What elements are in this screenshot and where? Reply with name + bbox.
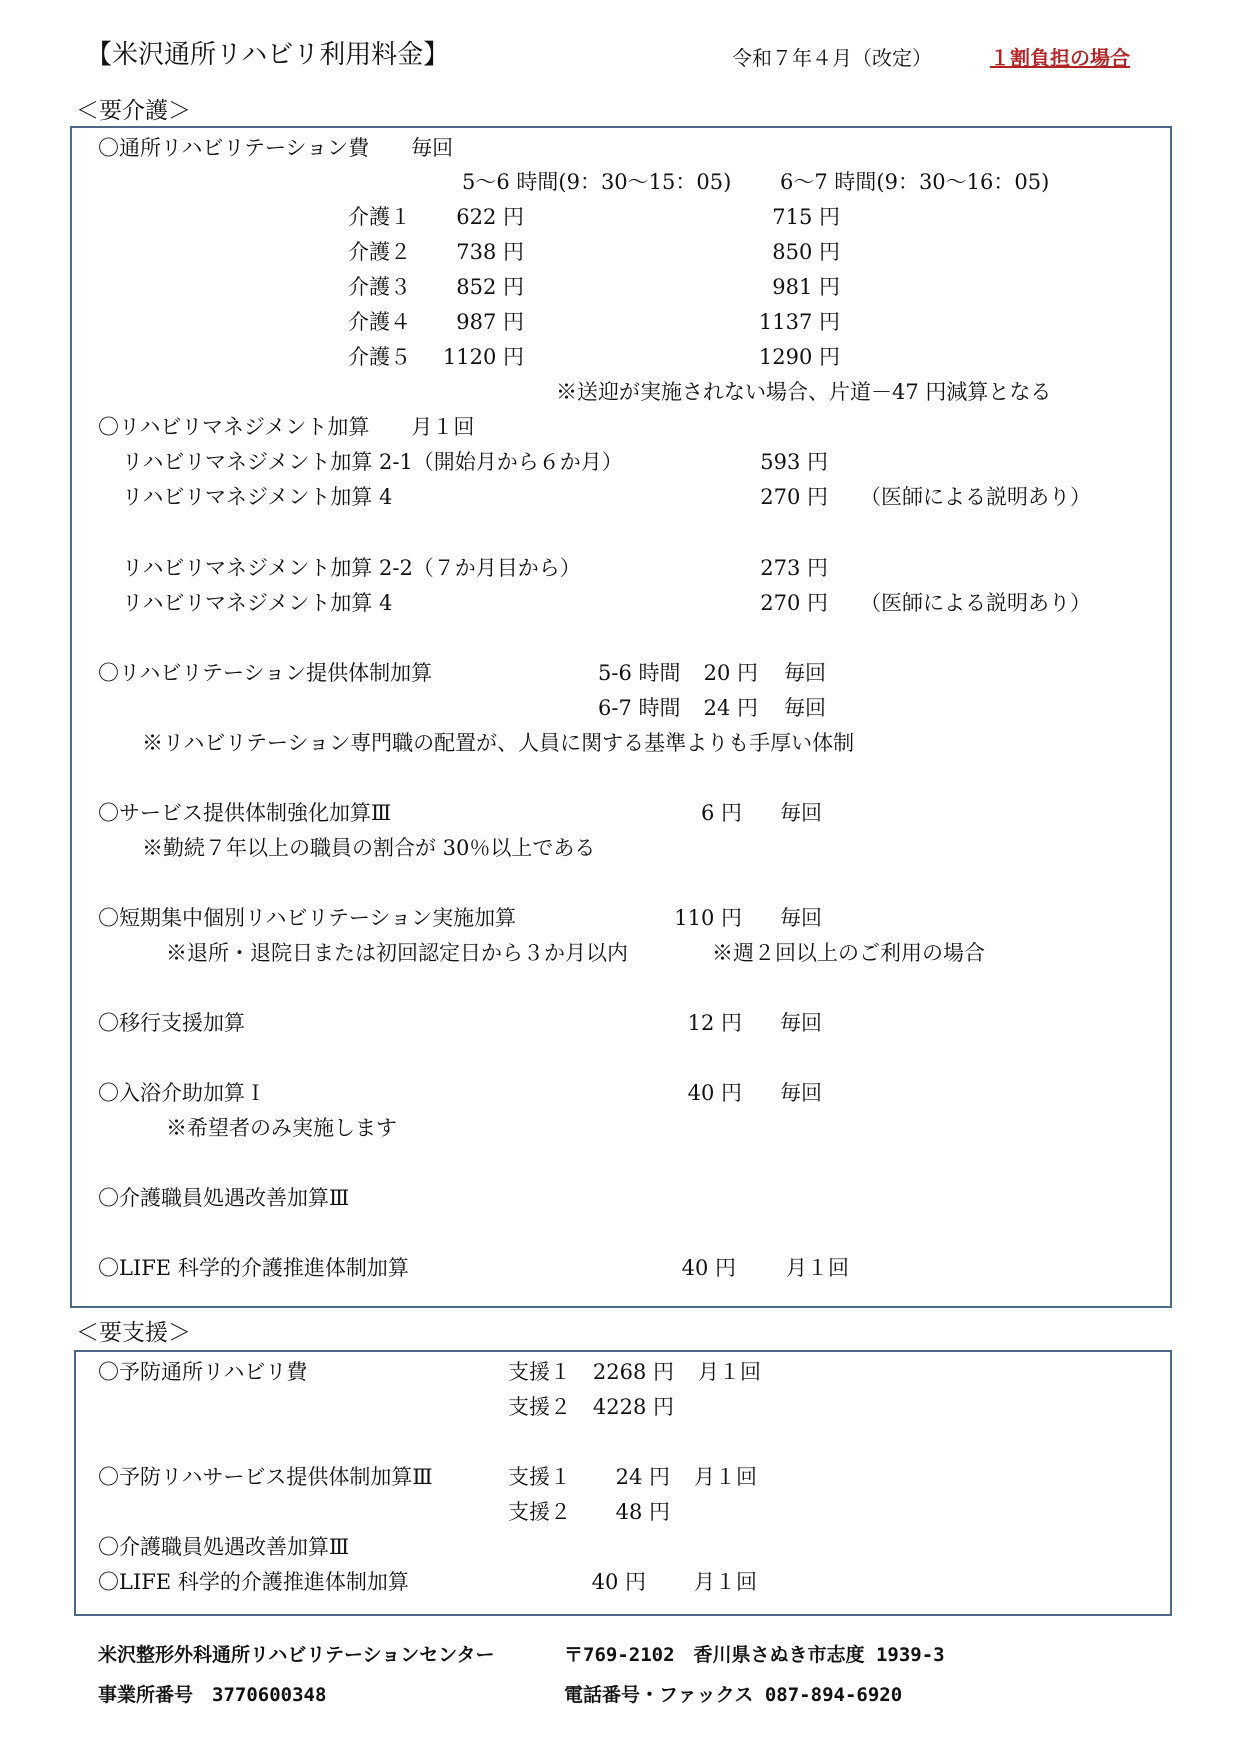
provision-fee: 24 円	[703, 696, 758, 720]
care-level-fee-long: 850 円	[772, 240, 840, 264]
burden-note: １割負担の場合	[990, 46, 1130, 70]
bath-freq: 毎回	[780, 1081, 822, 1105]
support-treatment-label: 〇介護職員処遇改善加算Ⅲ	[98, 1535, 350, 1559]
mgmt-row-fee: 593 円	[760, 450, 828, 474]
bath-fee: 40 円	[687, 1081, 742, 1105]
revision-date: 令和７年４月（改定）	[732, 46, 932, 70]
care-level-fee-long: 715 円	[772, 205, 840, 229]
office-number: 事業所番号 3770600348	[98, 1684, 327, 1706]
mgmt-row-fee: 273 円	[760, 556, 828, 580]
short-term-freq: 毎回	[780, 906, 822, 930]
bath-note: ※希望者のみ実施します	[166, 1116, 397, 1140]
rehab-col2-header: 6～7 時間(9：30～16：05)	[780, 170, 1050, 194]
care-level-fee-long: 1290 円	[758, 345, 840, 369]
provision-freq: 毎回	[784, 661, 826, 685]
transition-fee: 12 円	[687, 1011, 742, 1035]
provision-freq: 毎回	[784, 696, 826, 720]
support-life-label: 〇LIFE 科学的介護推進体制加算	[98, 1570, 409, 1594]
provision-note: ※リハビリテーション専門職の配置が、人員に関する基準よりも手厚い体制	[142, 731, 855, 755]
prev-rehab-label: 〇予防通所リハビリ費	[98, 1360, 308, 1384]
prev-rehab-fee: 2268 円	[592, 1360, 674, 1384]
care-level-name: 介護３	[348, 275, 411, 299]
mgmt-row-fee: 270 円	[760, 591, 828, 615]
transport-note: ※送迎が実施されない場合、片道－47 円減算となる	[556, 380, 1052, 404]
life-label: 〇LIFE 科学的介護推進体制加算	[98, 1256, 409, 1280]
life-fee: 40 円	[681, 1256, 736, 1280]
prev-service-level: 支援１	[508, 1465, 571, 1489]
prev-service-label: 〇予防リハサービス提供体制加算Ⅲ	[98, 1465, 433, 1489]
rehab-fee-label: 〇通所リハビリテーション費 毎回	[98, 136, 454, 160]
care-level-name: 介護２	[348, 240, 411, 264]
center-name: 米沢整形外科通所リハビリテーションセンター	[98, 1644, 495, 1666]
prev-rehab-level: 支援１	[508, 1360, 571, 1384]
provision-time: 5-6 時間	[598, 661, 681, 685]
prev-service-fee: 24 円	[615, 1465, 670, 1489]
prev-rehab-fee: 4228 円	[592, 1395, 674, 1419]
care-level-fee-long: 1137 円	[758, 310, 840, 334]
mgmt-row-label: リハビリマネジメント加算 2-2（７か月目から）	[122, 556, 581, 580]
prev-rehab-freq: 月１回	[698, 1360, 761, 1384]
page-title: 【米沢通所リハビリ利用料金】	[86, 40, 450, 70]
center-address: 〒769-2102 香川県さぬき市志度 1939-3	[564, 1644, 945, 1666]
provision-label: 〇リハビリテーション提供体制加算	[98, 661, 433, 685]
prev-rehab-level: 支援２	[508, 1395, 571, 1419]
care-section-label: ＜要介護＞	[76, 98, 191, 124]
care-level-name: 介護１	[348, 205, 411, 229]
mgmt-row-label: リハビリマネジメント加算 2-1（開始月から６か月）	[122, 450, 623, 474]
mgmt-row-note: （医師による説明あり）	[860, 485, 1091, 509]
bath-label: 〇入浴介助加算Ｉ	[98, 1081, 266, 1105]
short-term-note: ※退所・退院日または初回認定日から３か月以内	[166, 941, 628, 965]
care-level-fee-short: 987 円	[456, 310, 524, 334]
transition-freq: 毎回	[780, 1011, 822, 1035]
care-level-name: 介護４	[348, 310, 411, 334]
care-level-fee-short: 1120 円	[442, 345, 524, 369]
short-term-note: ※週２回以上のご利用の場合	[712, 941, 985, 965]
treatment-label: 〇介護職員処遇改善加算Ⅲ	[98, 1186, 350, 1210]
transition-label: 〇移行支援加算	[98, 1011, 245, 1035]
support-life-fee: 40 円	[591, 1570, 646, 1594]
service-note: ※勤続７年以上の職員の割合が 30％以上である	[142, 836, 596, 860]
prev-service-fee: 48 円	[615, 1500, 670, 1524]
life-freq: 月１回	[786, 1256, 849, 1280]
care-level-name: 介護５	[348, 345, 411, 369]
mgmt-row-fee: 270 円	[760, 485, 828, 509]
mgmt-row-note: （医師による説明あり）	[860, 591, 1091, 615]
provision-fee: 20 円	[703, 661, 758, 685]
service-freq: 毎回	[780, 801, 822, 825]
short-term-label: 〇短期集中個別リハビリテーション実施加算	[98, 906, 517, 930]
care-level-fee-short: 738 円	[456, 240, 524, 264]
phone-fax: 電話番号・ファックス 087-894-6920	[564, 1684, 903, 1706]
care-level-fee-short: 852 円	[456, 275, 524, 299]
mgmt-label: 〇リハビリマネジメント加算 月１回	[98, 415, 475, 439]
rehab-col1-header: 5～6 時間(9：30～15：05)	[462, 170, 732, 194]
mgmt-row-label: リハビリマネジメント加算 4	[122, 591, 393, 615]
prev-service-freq: 月１回	[694, 1465, 757, 1489]
provision-time: 6-7 時間	[598, 696, 681, 720]
care-level-fee-short: 622 円	[456, 205, 524, 229]
service-fee: 6 円	[700, 801, 742, 825]
prev-service-level: 支援２	[508, 1500, 571, 1524]
support-section-label: ＜要支援＞	[76, 1320, 191, 1346]
mgmt-row-label: リハビリマネジメント加算 4	[122, 485, 393, 509]
short-term-fee: 110 円	[674, 906, 742, 930]
support-life-freq: 月１回	[694, 1570, 757, 1594]
care-level-fee-long: 981 円	[772, 275, 840, 299]
service-label: 〇サービス提供体制強化加算Ⅲ	[98, 801, 392, 825]
